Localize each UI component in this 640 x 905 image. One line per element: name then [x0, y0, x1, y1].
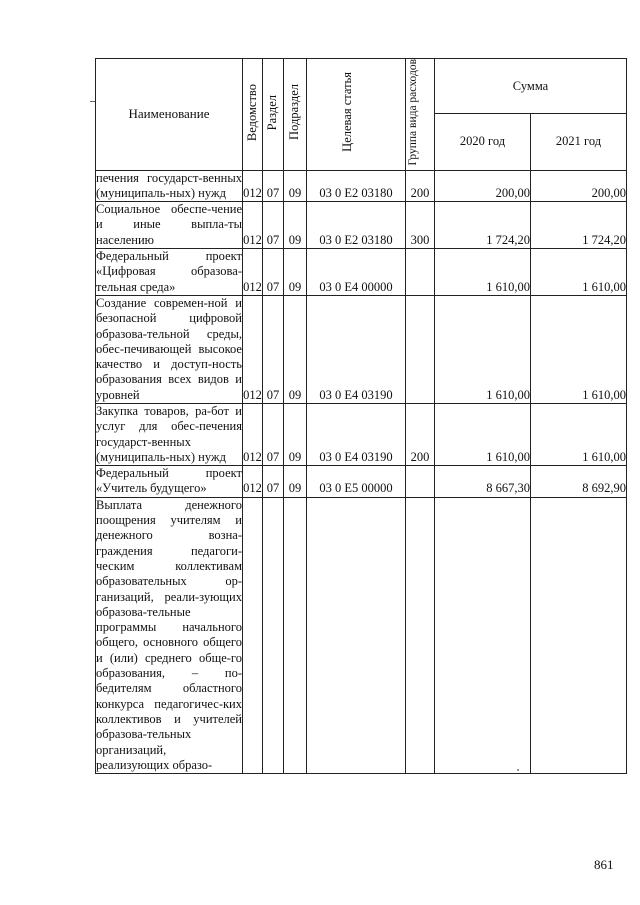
row-name: Федеральный проект «Учитель будущего» [96, 466, 242, 496]
row-group: 300 [406, 202, 435, 249]
header-sum: Сумма [435, 59, 627, 114]
row-section: 07 [263, 404, 284, 466]
row-section: 07 [263, 249, 284, 296]
row-2021: 1 724,20 [531, 202, 627, 249]
row-name: Закупка товаров, ра-бот и услуг для обес-печения государст-венных (муниципаль-ных) нужд [96, 404, 242, 464]
row-dept: 012 [243, 170, 263, 202]
row-dept: 012 [243, 249, 263, 296]
table-row [96, 170, 627, 202]
row-dept [243, 497, 263, 773]
row-name: Социальное обеспе-чение и иные выпла-ты населению [96, 202, 242, 247]
table-body [96, 170, 627, 774]
header-name: Наименование [96, 59, 243, 171]
header-target-article: Целевая статья [307, 59, 406, 171]
header-year-2020: 2020 год [435, 114, 531, 170]
row-article: 03 0 E4 03190 [307, 295, 406, 403]
row-group [406, 249, 435, 296]
row-section [263, 497, 284, 773]
row-group [406, 466, 435, 498]
header-expense-group: Группа вида расходов [406, 59, 435, 171]
row-subsection [284, 497, 307, 773]
row-name: Создание современ-ной и безопасной цифровой образова-тельной среды, обес-печивающей высокое качество и доступ-ность образования всех видов и уровней [96, 295, 242, 402]
row-name: печения государст-венных (муниципаль-ных) нужд [96, 170, 242, 200]
row-section: 07 [263, 466, 284, 498]
row-dept: 012 [243, 202, 263, 249]
row-dept: 012 [243, 295, 263, 403]
row-2021: 1 610,00 [531, 404, 627, 466]
table-row [96, 466, 627, 498]
row-article [307, 497, 406, 773]
table-row [96, 404, 627, 466]
header-department: Ведомство [243, 59, 263, 171]
row-dept: 012 [243, 404, 263, 466]
header-subsection: Подраздел [284, 59, 307, 171]
table-row [96, 202, 627, 249]
row-group: 200 [406, 404, 435, 466]
row-section: 07 [263, 202, 284, 249]
header-section: Раздел [263, 59, 284, 171]
row-article: 03 0 E4 03190 [307, 404, 406, 466]
row-2020: 1 610,00 [435, 249, 531, 296]
row-2020: 1 610,00 [435, 404, 531, 466]
row-subsection: 09 [284, 249, 307, 296]
row-subsection: 09 [284, 295, 307, 403]
budget-table [95, 58, 627, 774]
row-name: Выплата денежного поощрения учителям и денежного возна-граждения педагоги-ческим коллективам образовательных ор-ганизаций, реали-зующих образова-тельные программы начального общего, основного общего и (или) среднего обще-го образования, – по-бедителям областного конкурса педагогичес-ких коллективов и учителей образова-тельных организаций, реализующих образо- [96, 497, 242, 772]
row-2021: 200,00 [531, 170, 627, 202]
row-name: Федеральный проект «Цифровая образова-тельная среда» [96, 249, 242, 294]
row-section: 07 [263, 295, 284, 403]
row-group [406, 295, 435, 403]
row-article: 03 0 E2 03180 [307, 170, 406, 202]
header-year-2021: 2021 год [531, 114, 627, 170]
row-2020 [435, 497, 531, 773]
row-2021 [531, 497, 627, 773]
table-row [96, 497, 627, 773]
row-subsection: 09 [284, 202, 307, 249]
scan-speck [517, 769, 519, 771]
table-header [96, 59, 627, 171]
page-number: 861 [594, 857, 614, 872]
table-row [96, 249, 627, 296]
row-2020: 1 724,20 [435, 202, 531, 249]
row-group: 200 [406, 170, 435, 202]
row-2021: 1 610,00 [531, 249, 627, 296]
row-article: 03 0 E4 00000 [307, 249, 406, 296]
row-2021: 8 692,90 [531, 466, 627, 498]
row-article: 03 0 E5 00000 [307, 466, 406, 498]
table-row [96, 295, 627, 403]
row-subsection: 09 [284, 404, 307, 466]
row-group [406, 497, 435, 773]
row-2020: 1 610,00 [435, 295, 531, 403]
row-2020: 8 667,30 [435, 466, 531, 498]
row-dept: 012 [243, 466, 263, 498]
row-subsection: 09 [284, 170, 307, 202]
row-article: 03 0 E2 03180 [307, 202, 406, 249]
row-subsection: 09 [284, 466, 307, 498]
row-2020: 200,00 [435, 170, 531, 202]
row-section: 07 [263, 170, 284, 202]
row-2021: 1 610,00 [531, 295, 627, 403]
